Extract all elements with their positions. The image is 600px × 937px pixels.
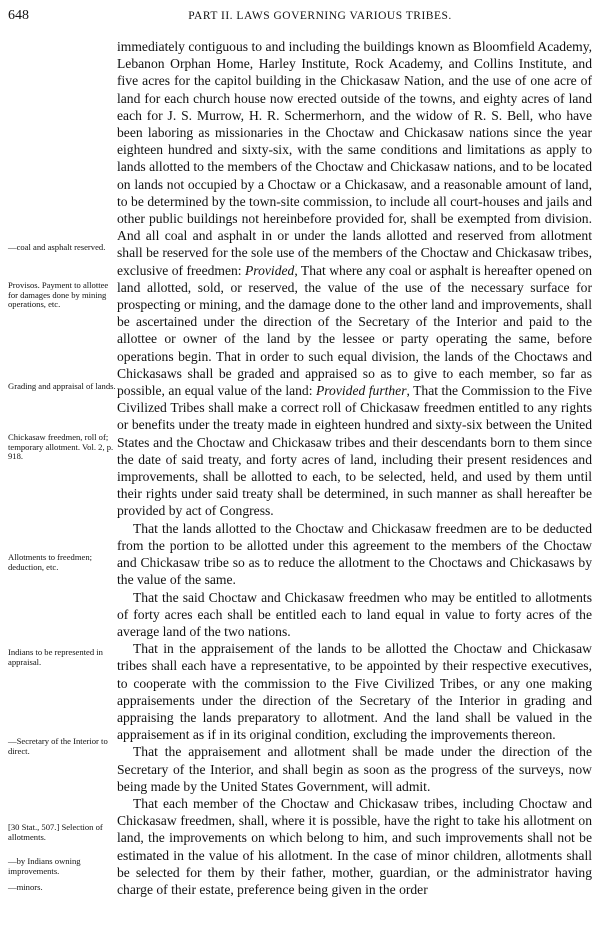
page-number: 648: [8, 8, 29, 23]
margin-note-allotments-freedmen: Allotments to freedmen; deduction, etc.: [8, 552, 93, 572]
margin-note-minors: —minors.: [8, 882, 43, 892]
paragraph-6: That each member of the Choctaw and Chickasaw tribes, including Choctaw and Chickasaw freedmen, shall, where it is possible, have the right to take his allotment on land, the improvements on which belong to him, and such improvements shall not be estimated in the value of his allotment. In the case of minor children, allotments shall be selected for them by their father, mother, guardian, or the administrator having charge of their estate, preference being given in the order: [117, 795, 592, 897]
margin-note-representation: Indians to be represented in appraisal.: [8, 647, 103, 667]
paragraph-4: That in the appraisement of the lands to be allotted the Choctaw and Chickasaw tribes shall each have a representative, to be appointed by their respective executives, to cooperate with the commission to the Five Civilized Tribes, or any one making appraisements under the direction of the Secretary of the Interior in grading and appraising the lands preparatory to allotment. And the land shall be valued in the appraisement as if in its original condition, excluding the improvements thereon.: [117, 641, 592, 743]
body-text: [117, 38, 592, 898]
page-header: [8, 8, 592, 28]
margin-note-improvements: —by Indians owning improvements.: [8, 856, 81, 876]
margin-note-grading: Grading and appraisal of lands.: [8, 381, 116, 391]
paragraph-1: [117, 38, 592, 520]
paragraph-2: That the lands allotted to the Choctaw and Chickasaw freedmen are to be deducted from the portion to be allotted under this agreement to the members of the Choctaw and Chickasaw tribe so as to reduce the allotment to the Choctaws and Chickasaws by the value of the same.: [117, 520, 592, 588]
margin-note-provisos: Provisos. Payment to allottee for damages done by mining operations, etc.: [8, 280, 109, 310]
paragraph-1-end: , That the Commission to the Five Civilized Tribes shall make a correct roll of Chickasaw freedmen entitled to any rights or benefits under the treaty made in eighteen hundred and sixty-six between the United States and the Choctaw and Chickasaw tribes and their descendants born to them since the date of said treaty, and forty acres of land, including their present residences and improvements, shall be allotted to each, to be selected, held, and used by them until their rights under said treaty shall be determined, in such manner as shall hereafter be provided by act of Congress.: [117, 383, 592, 519]
paragraph-1-text: immediately contiguous to and including the buildings known as Bloomfield Academy, Lebanon Orphan Home, Harley Institute, Rock Academy, and Collins Institute, and five acres for the capitol building in the Chickasaw Nation, and the use of one acre of land for each church house now erected outside of the towns, and eighty acres of land each for J. S. Murrow, H. R. Schermerhorn, and the widow of R. S. Bell, who have been laboring as missionaries in the Choctaw and Chickasaw nations since the year eighteen hundred and sixty-six, with the same conditions and limitations as apply to lands allotted to the members of the Choctaw and Chickasaw nations, and to be located on lands not occupied by a Choctaw or a Chickasaw, and a reasonable amount of land, to be determined by the town-site commission, to include all court-houses and jails and other public buildings not hereinbefore provided for, shall be exempted from division. And all coal and asphalt in or under the lands allotted and reserved from allotment shall be reserved for the sole use of the members of the Choctaw and Chickasaw tribes, exclusive of freedmen:: [117, 39, 592, 278]
running-title: PART II. LAWS GOVERNING VARIOUS TRIBES.: [188, 10, 452, 22]
margin-note-secretary: —Secretary of the Interior to direct.: [8, 736, 108, 756]
margin-note-chickasaw-freedmen: Chickasaw freedmen, roll of; temporary allotment. Vol. 2, p. 918.: [8, 432, 114, 462]
proviso-further-term: Provided further: [315, 383, 407, 399]
paragraph-1-cont: , That where any coal or asphalt is hereafter opened on land allotted, sold, or reserved, the value of the use of the necessary surface for prospecting or mining, and the damage done to the other land and improvements, shall be ascertained under the direction of the Secretary of the Interior and paid to the allottee or owner of the land by the lessee or party operating the same, before operations begin. That in order to such equal division, the lands of the Choctaws and Chickasaws shall be graded and appraised so as to give to each member, so far as possible, an equal value of the land:: [117, 262, 592, 399]
margin-note-selection: [30 Stat., 507.] Selection of allotments.: [8, 822, 103, 842]
margin-note-coal: —coal and asphalt reserved.: [8, 242, 106, 252]
paragraph-5: That the appraisement and allotment shall be made under the direction of the Secretary of the Interior, and shall begin as soon as the progress of the surveys, now being made by the United States Government, will admit.: [117, 744, 592, 794]
paragraph-3: That the said Choctaw and Chickasaw freedmen who may be entitled to allotments of forty acres each shall be entitled each to land equal in value to forty acres of the average land of the two nations.: [117, 589, 592, 639]
proviso-term: Provided: [245, 262, 295, 278]
